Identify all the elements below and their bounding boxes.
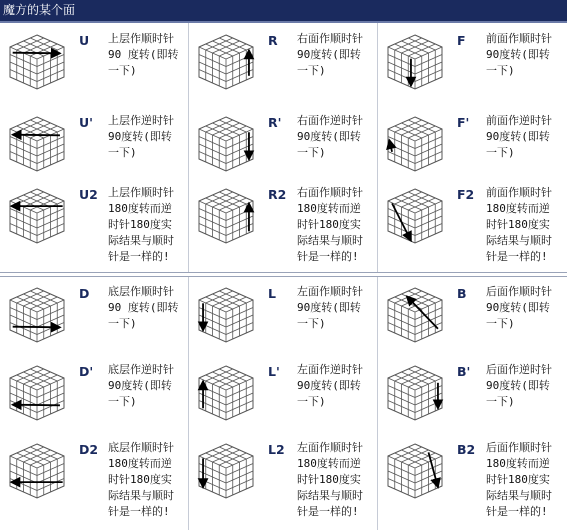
move-cell [189,107,378,189]
move-cell [0,356,189,438]
cube-diagram-icon [384,440,446,502]
move-description: 前面作顺时针 180度转而逆 时针180度实 际结果与顺时 针是一样的! [486,186,552,263]
move-code: R' [268,115,282,130]
move-description: 底层作顺时针 180度转而逆 时针180度实 际结果与顺时 针是一样的! [108,441,174,518]
move-cell [189,434,378,516]
move-code: L [268,286,276,301]
cube-diagram-icon [6,440,68,502]
move-description: 上层作顺时针 90 度转(即转 一下) [108,32,179,77]
move-arrow [13,405,60,406]
move-cell [378,434,567,516]
move-cell [189,179,378,261]
move-cell [378,179,567,261]
move-description: 底层作逆时针 90度转(即转 一下) [108,363,174,408]
cube-diagram-icon [384,362,446,424]
move-arrow [13,53,60,54]
cube-diagram-icon [195,113,257,175]
move-cell [0,25,189,107]
move-code: D' [79,364,94,379]
cube-diagram-icon [384,31,446,93]
move-description: 后面作逆时针 90度转(即转 一下) [486,363,552,408]
move-cell [0,107,189,189]
move-cell [378,25,567,107]
page-title: 魔方的某个面 [0,0,567,21]
cube-diagram-icon [384,284,446,346]
move-description: 上层作逆时针 90度转(即转 一下) [108,114,174,159]
section-divider-top [0,272,567,273]
move-description: 前面作逆时针 90度转(即转 一下) [486,114,552,159]
move-description: 右面作顺时针 180度转而逆 时针180度实 际结果与顺时 针是一样的! [297,186,363,263]
move-cell [378,356,567,438]
title-rule [0,21,567,23]
move-code: D2 [79,442,99,457]
move-description: 右面作顺时针 90度转(即转 一下) [297,32,363,77]
cube-diagram-icon [6,31,68,93]
move-description: 后面作顺时针 90度转(即转 一下) [486,285,552,330]
cube-diagram-icon [195,284,257,346]
cube-diagram-icon [195,362,257,424]
move-code: R2 [268,187,287,202]
cube-diagram-icon [6,284,68,346]
move-cell [189,278,378,360]
cube-diagram-icon [6,113,68,175]
move-cell [189,356,378,438]
move-cell [378,278,567,360]
move-description: 右面作逆时针 90度转(即转 一下) [297,114,363,159]
move-code: F2 [457,187,475,202]
move-code: B2 [457,442,476,457]
move-description: 左面作顺时针 180度转而逆 时针180度实 际结果与顺时 针是一样的! [297,441,363,518]
move-code: L' [268,364,280,379]
move-code: F [457,33,466,48]
move-description: 底层作顺时针 90 度转(即转 一下) [108,285,179,330]
cube-diagram-icon [195,440,257,502]
cube-diagram-icon [195,31,257,93]
move-cell [189,25,378,107]
section-divider-bottom [0,276,567,277]
move-description: 后面作顺时针 180度转而逆 时针180度实 际结果与顺时 针是一样的! [486,441,552,518]
move-code: B' [457,364,471,379]
cube-diagram-icon [6,362,68,424]
move-code: B [457,286,467,301]
cube-diagram-icon [384,113,446,175]
move-code: F' [457,115,470,130]
cube-diagram-icon [6,185,68,247]
move-arrow [13,327,60,328]
move-cell [0,434,189,516]
move-code: U2 [79,187,98,202]
move-code: R [268,33,278,48]
move-description: 上层作顺时针 180度转而逆 时针180度实 际结果与顺时 针是一样的! [108,186,174,263]
move-code: D [79,286,90,301]
move-code: L2 [268,442,285,457]
move-cell [0,278,189,360]
move-cell [0,179,189,261]
move-description: 前面作顺时针 90度转(即转 一下) [486,32,552,77]
move-description: 左面作逆时针 90度转(即转 一下) [297,363,363,408]
move-arrow [13,135,60,136]
move-code: U' [79,115,93,130]
cube-diagram-icon [384,185,446,247]
move-cell [378,107,567,189]
move-description: 左面作顺时针 90度转(即转 一下) [297,285,363,330]
cube-diagram-icon [195,185,257,247]
move-code: U [79,33,90,48]
